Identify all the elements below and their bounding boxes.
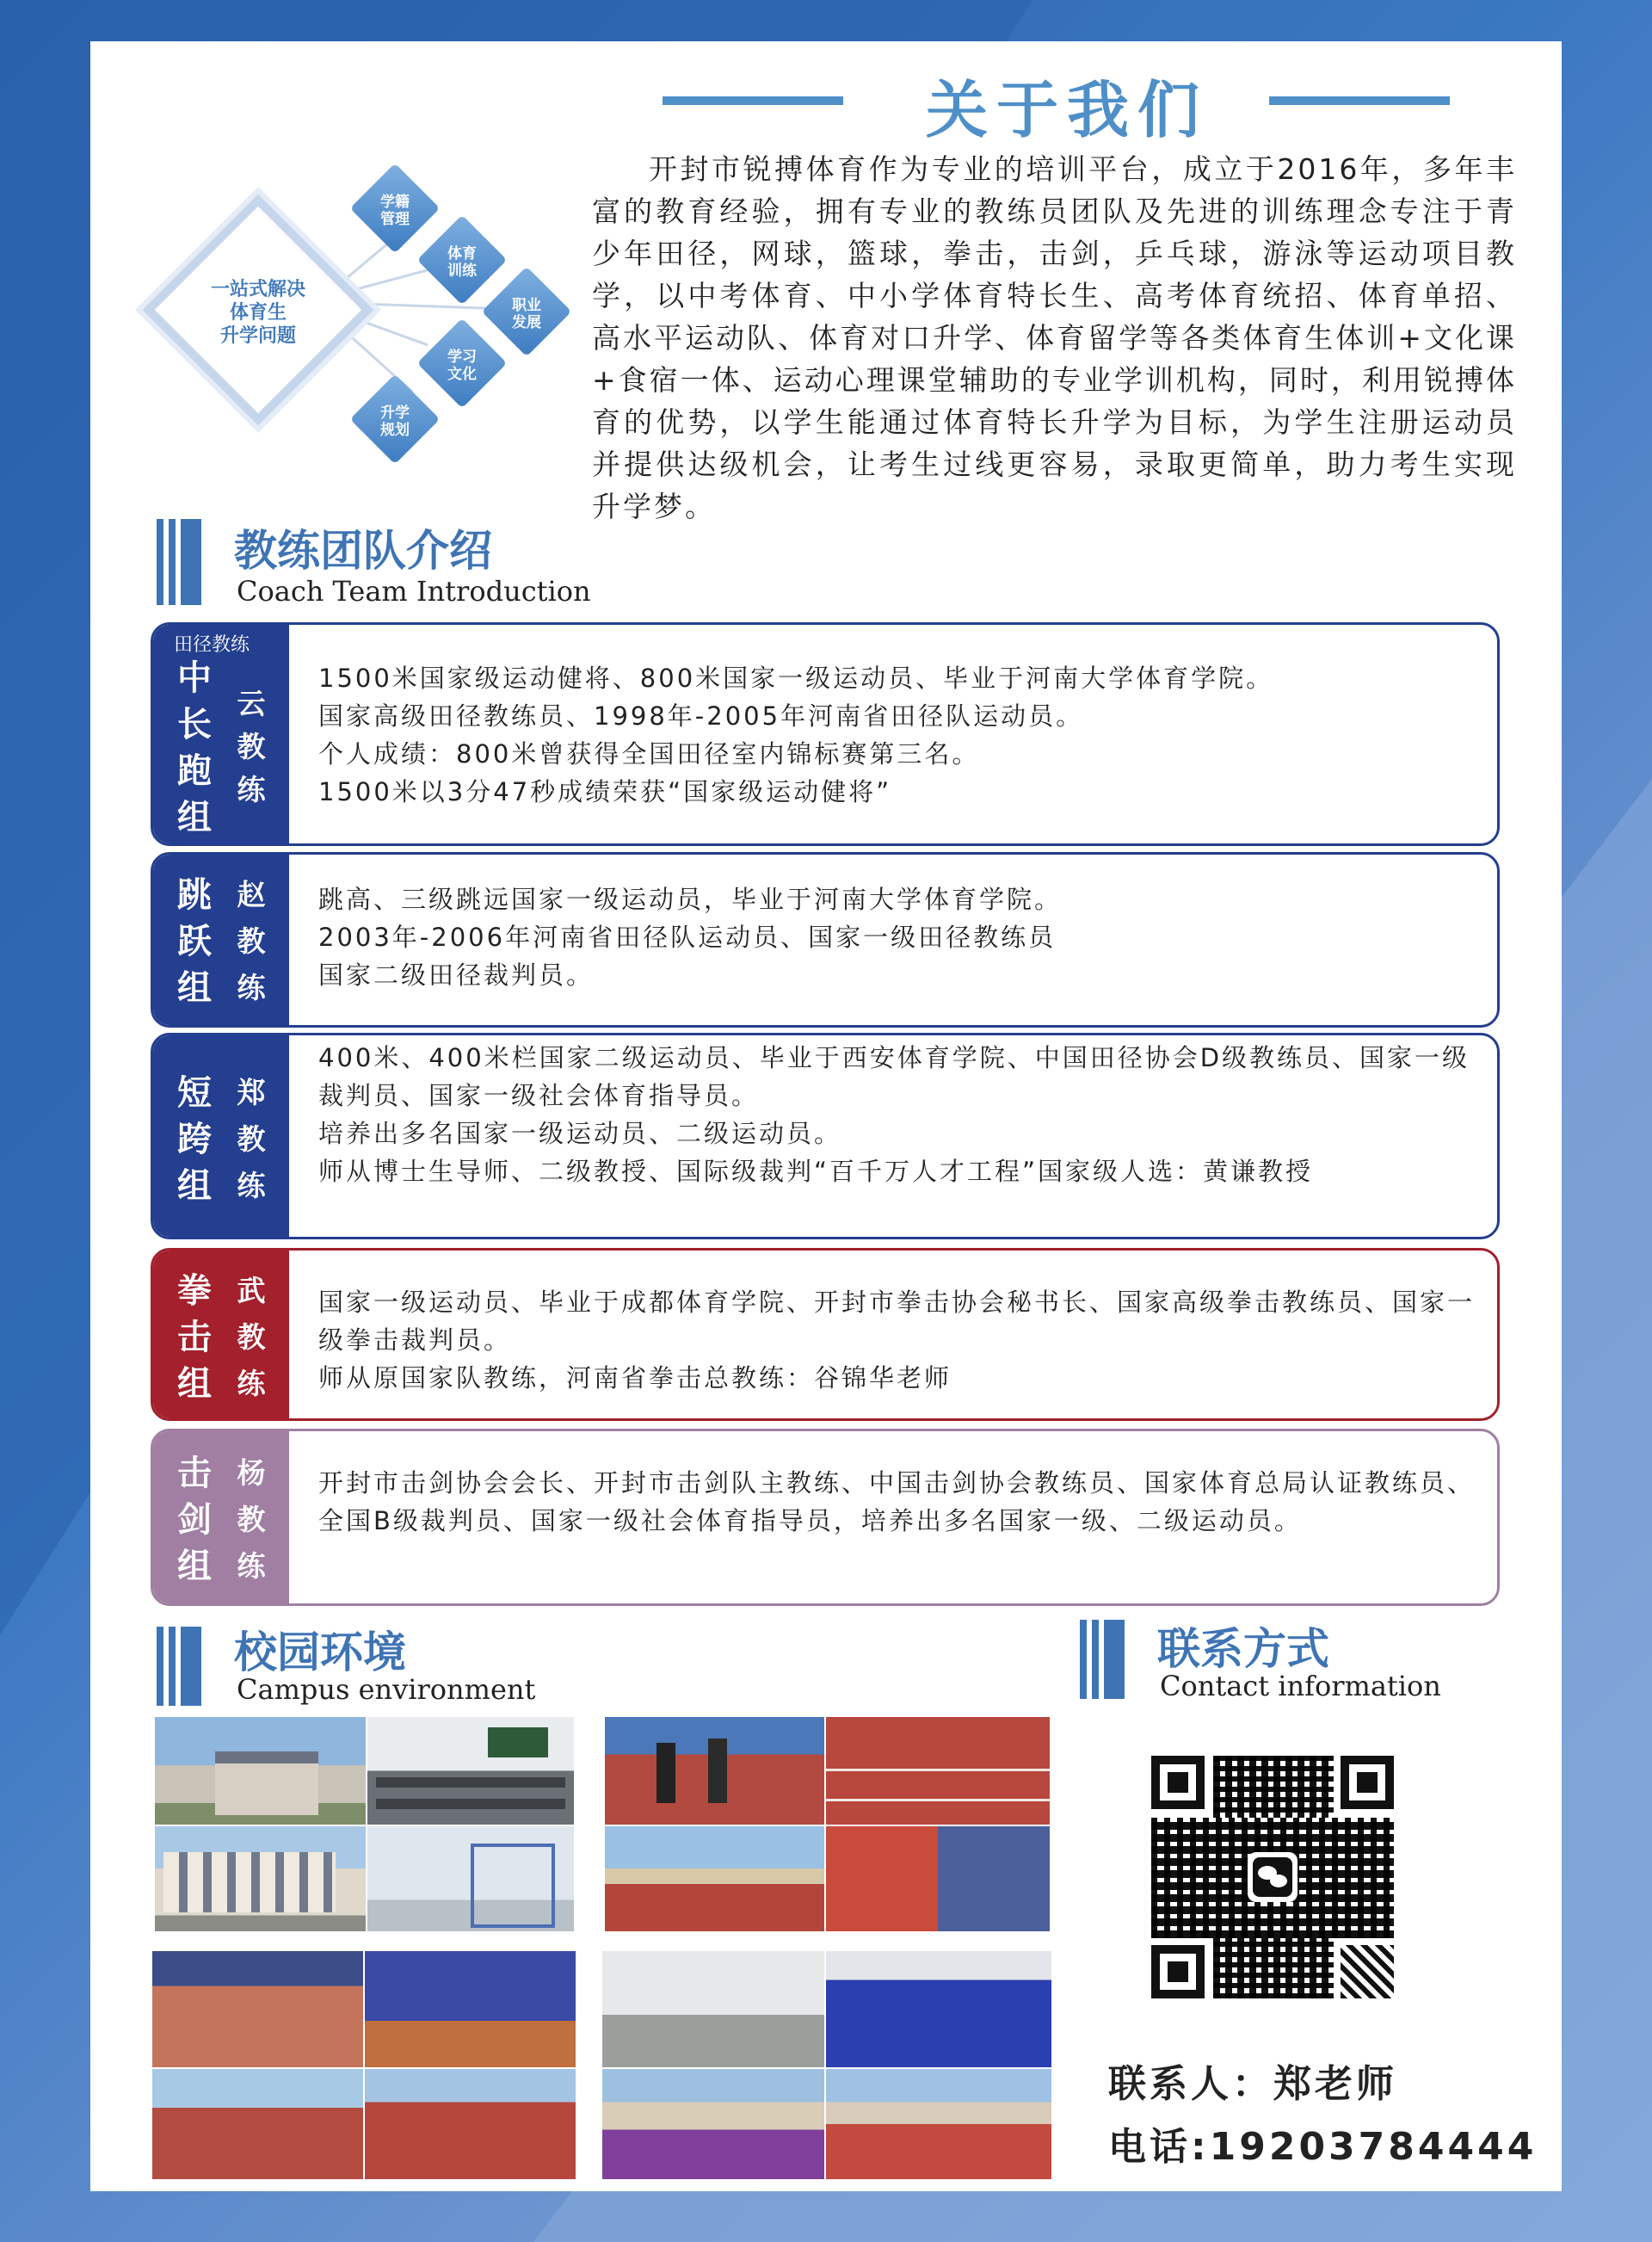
coach-section-subtitle: Coach Team Introduction [237,575,591,608]
bio-line: 跳高、三级跳远国家一级运动员，毕业于河南大学体育学院。 [318,885,1063,914]
coach-char: 练 [237,1367,266,1400]
group-char: 跃 [177,922,212,961]
bio-line: 2003年-2006年河南省田径队运动员、国家一级田径教练员 [318,923,1057,952]
diamond-label-line: 学习 [447,349,477,366]
coach-char: 教 [237,1503,266,1536]
center-label-line: 一站式解决 [210,279,305,300]
campus-photo-classroom [367,1717,574,1825]
group-name [176,1268,213,1407]
diamond-label-line: 职业 [512,297,541,314]
diamond-label-line: 文化 [447,366,477,383]
campus-photo-running [152,2069,363,2179]
qr-finder-core [1168,1772,1188,1793]
group-char: 长 [177,705,212,744]
campus-section-title: 校园环境 [234,1627,406,1677]
contact-phone[interactable]: 电话:19203784444 [1108,2125,1538,2169]
group-char: 剑 [177,1500,212,1540]
coach-tag: 田径教练 [174,634,250,656]
campus-photo-dormitory [155,1826,366,1931]
coach-char: 教 [237,924,266,958]
diamond-label-line: 学籍 [380,194,410,211]
coach-card-fencing [151,1429,1500,1606]
bio-line: 个人成绩：800米曾获得全国田径室内锦标赛第三名。 [318,739,980,769]
bio-line: 培养出多名国家一级运动员、二级运动员。 [318,1119,842,1148]
group-char: 中 [177,658,212,698]
card-side-panel [153,855,289,1025]
contact-section-subtitle: Contact information [1160,1670,1441,1702]
contact-person: 联系人：郑老师 [1108,2062,1397,2106]
title-rule-right [1269,96,1450,105]
coach-char: 教 [237,1122,266,1156]
bio-line: 开封市击剑协会会长、开封市击剑队主教练、中国击剑协会教练员、国家体育总局认证教练员、全国B级裁判员、国家一级社会体育指导员，培养出多名国家一级、二级运动员。 [318,1468,1476,1535]
group-char: 跳 [177,875,212,915]
desk-row [376,1777,565,1788]
desk-row [376,1799,565,1809]
coach-name [232,682,270,812]
campus-photo-training-2 [826,1717,1050,1825]
bunk-bed [471,1844,555,1928]
coach-bio [318,1039,1480,1190]
coach-card-jumps [151,852,1500,1028]
campus-photo-track [605,1826,824,1931]
coach-bio [318,1283,1480,1397]
group-char: 跨 [177,1120,212,1159]
coach-name [232,872,270,1011]
blackboard [488,1727,548,1757]
coach-char: 云 [237,687,266,720]
center-label-line: 升学问题 [219,325,296,347]
coach-card-distance [151,622,1500,846]
athlete [708,1739,727,1803]
group-char: 组 [177,1364,212,1404]
group-char: 跑 [177,751,212,791]
coach-char: 教 [237,1320,266,1354]
center-label [172,278,344,348]
group-char: 击 [177,1454,212,1493]
campus-photo-building [155,1717,366,1825]
section-bars [1080,1620,1125,1699]
coach-char: 练 [237,1169,266,1202]
campus-photo-court [826,1951,1051,2067]
group-char: 短 [177,1073,212,1113]
campus-photo-drill [365,2069,576,2179]
group-name [176,1070,213,1209]
contact-section-title: 联系方式 [1157,1624,1329,1674]
bio-line: 国家二级田径裁判员。 [318,960,595,990]
card-side-panel [153,1431,289,1603]
wechat-qr-code[interactable] [1151,1756,1394,1998]
diamond-label-line: 发展 [512,314,541,331]
bio-line: 师从博士生导师、二级教授、国际级裁判“百千万人才工程”国家级人选：黄谦教授 [318,1157,1314,1186]
diamond-label [423,245,501,280]
group-name [176,655,213,841]
coach-name [232,1268,270,1407]
bio-line: 1500米以3分47秒成绩荣获“国家级运动健将” [318,777,892,806]
coach-card-boxing [151,1248,1500,1421]
service-diagram [138,168,568,469]
coach-bio [318,1464,1480,1540]
qr-modules [1341,1945,1394,1998]
bio-line: 国家一级运动员、毕业于成都体育学院、开封市拳击协会秘书长、国家高级拳击教练员、国家一级拳击裁判员。 [318,1288,1476,1355]
coach-section-title: 教练团队介绍 [234,526,492,576]
diamond-label-line: 训练 [447,262,477,280]
track-line [826,1769,1050,1771]
bio-line: 1500米国家级运动健将、800米国家一级运动员、毕业于河南大学体育学院。 [318,664,1274,693]
athlete [656,1743,675,1803]
card-side-panel [153,1035,289,1237]
group-char: 组 [177,798,212,837]
coach-char: 练 [237,773,266,806]
diamond-label [356,194,434,228]
campus-photo-dorm-room [367,1826,574,1931]
campus-section-subtitle: Campus environment [237,1673,536,1706]
diamond-label [356,405,434,439]
wechat-bubble [1270,1875,1287,1887]
coach-char: 武 [237,1274,266,1307]
track-line [826,1799,1050,1801]
diamond-label [423,349,501,383]
coach-name [232,1450,270,1590]
coach-char: 杨 [237,1456,266,1490]
coach-name [232,1070,270,1209]
section-bars [157,519,201,605]
campus-photo-outdoor-court [602,2069,824,2179]
campus-photo-mat [365,1951,576,2067]
diamond-label [488,297,565,331]
diamond-label-line: 升学 [380,405,410,422]
page-title: 关于我们 [925,74,1208,146]
intro-paragraph: 开封市锐搏体育作为专业的培训平台，成立于2016年，多年丰富的教育经验，拥有专业的教练员团队及先进的训练理念专注于青少年田径，网球，篮球，拳击，击剑，乒乓球，游泳等运动项目教学，以中考体育、中小学体育特长生、高考体育统招、体育单招、高水平运动队、体育对口升学、体育留学等各类体育生体训+文化课+食宿一体、运动心理课堂辅助的专业学训机构，同时，利用锐搏体育的优势，以学生能通过体育特长升学为目标，为学生注册运动员并提供达级机会，让考生过线更容易，录取更简单，助力考生实现升学梦。 [592,152,1517,523]
title-rule-left [663,96,843,105]
coach-char: 郑 [237,1076,266,1109]
coach-bio [318,659,1480,811]
group-char: 组 [177,968,212,1008]
card-side-panel [153,625,289,843]
diamond-label-line: 管理 [380,211,410,228]
card-side-panel [153,1251,289,1418]
coach-char: 练 [237,1549,266,1583]
qr-finder-core [1357,1772,1378,1793]
group-char: 拳 [177,1271,212,1311]
section-bars [157,1627,201,1706]
diamond-label-line: 规划 [380,422,410,439]
coach-card-sprints [151,1033,1500,1239]
group-char: 组 [177,1166,212,1206]
coach-char: 练 [237,971,266,1004]
campus-photo-field [826,2069,1051,2179]
campus-photo-weights [602,1951,824,2067]
campus-photo-stretching [152,1951,363,2067]
group-name [176,872,213,1011]
building-shape [215,1751,318,1815]
campus-photo-training-1 [605,1717,824,1825]
center-label-line: 体育生 [229,302,287,324]
bio-line: 师从原国家队教练，河南省拳击总教练：谷锦华老师 [318,1363,952,1393]
building-windows [163,1852,336,1912]
group-char: 组 [177,1547,212,1586]
coach-bio [318,880,1480,994]
group-name [176,1450,213,1590]
bio-line: 国家高级田径教练员、1998年-2005年河南省田径队运动员。 [318,701,1084,731]
coach-char: 赵 [237,878,266,911]
qr-finder-core [1168,1961,1188,1982]
campus-photo-gym [826,1826,1050,1931]
bio-line: 400米、400米栏国家二级运动员、毕业于西安体育学院、中国田径协会D级教练员、国家一级裁判员、国家一级社会体育指导员。 [318,1043,1470,1110]
coach-char: 教 [237,730,266,763]
diamond-label-line: 体育 [447,245,477,262]
group-char: 击 [177,1318,212,1357]
